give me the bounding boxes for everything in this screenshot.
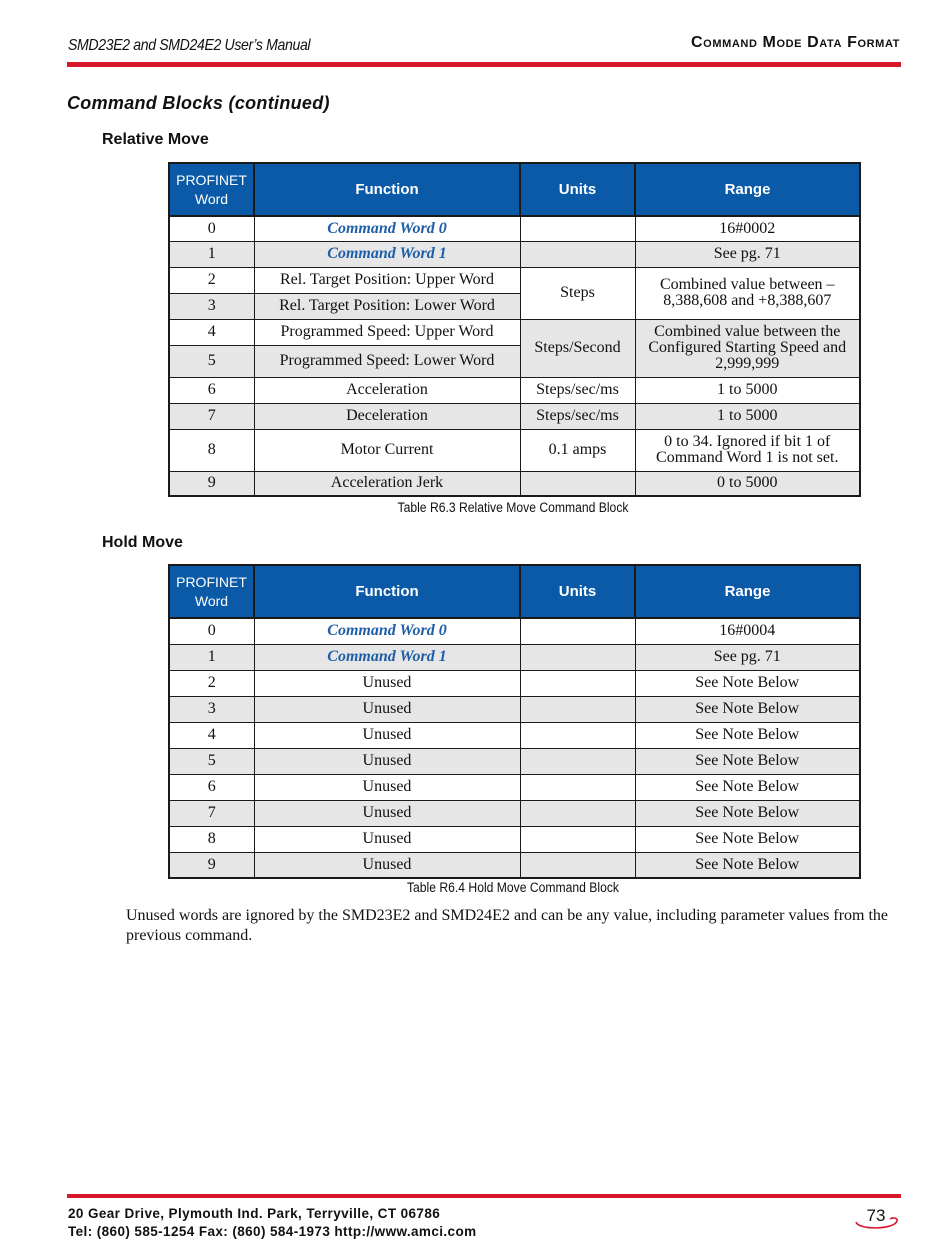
table-row [169,774,860,800]
address-line: 20 Gear Drive, Plymouth Ind. Park, Terryville, CT 06786 [68,1206,441,1221]
word-cell: 9 [169,852,254,878]
section-title: Command Blocks (continued) [67,93,330,113]
table-row [169,241,860,267]
relative-move-title: Relative Move [102,131,209,148]
word-cell: 4 [169,722,254,748]
units-cell [520,826,635,852]
function-cell: Unused [254,826,520,852]
units-cell [520,241,635,267]
units-cell [520,774,635,800]
command-word-0-link[interactable]: Command Word 0 [254,618,520,644]
units-cell [520,800,635,826]
word-cell: 7 [169,403,254,429]
range-cell: See Note Below [635,826,860,852]
function-cell: Unused [254,800,520,826]
table-row [169,319,860,345]
column-header-range: Range [635,565,860,618]
column-header-word: PROFINET Word [169,565,254,618]
function-cell: Unused [254,722,520,748]
table-row [169,377,860,403]
page-number-badge [852,1205,900,1233]
word-cell: 3 [169,293,254,319]
units-cell [520,748,635,774]
word-cell: 5 [169,345,254,377]
chapter-title: Command Mode Data Format [691,34,900,51]
units-cell [520,696,635,722]
relative-move-table [168,162,861,497]
table-header-row [169,565,860,618]
range-cell: 16#0004 [635,618,860,644]
range-cell: Combined value between –8,388,608 and +8,388,607 [635,267,860,319]
hold-move-title: Hold Move [102,534,183,551]
units-cell [520,216,635,241]
units-cell: Steps/sec/ms [520,377,635,403]
range-cell: See Note Below [635,748,860,774]
function-cell: Rel. Target Position: Lower Word [254,293,520,319]
function-cell: Motor Current [254,429,520,471]
column-header-units: Units [520,163,635,216]
column-header-word: PROFINET Word [169,163,254,216]
word-cell: 6 [169,774,254,800]
table-row [169,267,860,293]
units-cell: 0.1 amps [520,429,635,471]
manual-title: SMD23E2 and SMD24E2 User’s Manual [68,37,311,54]
page-number: 73 [866,1206,886,1225]
function-cell: Rel. Target Position: Upper Word [254,267,520,293]
word-cell: 2 [169,267,254,293]
word-cell: 4 [169,319,254,345]
range-cell: See Note Below [635,774,860,800]
units-cell [520,644,635,670]
function-cell: Programmed Speed: Lower Word [254,345,520,377]
table-row [169,852,860,878]
word-cell: 5 [169,748,254,774]
hold-move-table [168,564,861,879]
word-cell: 0 [169,216,254,241]
command-word-1-link[interactable]: Command Word 1 [254,644,520,670]
table-row [169,826,860,852]
word-cell: 8 [169,826,254,852]
word-cell: 1 [169,644,254,670]
units-cell: Steps/sec/ms [520,403,635,429]
table-header-row [169,163,860,216]
hold-move-caption: Table R6.4 Hold Move Command Block [406,880,620,895]
table-row [169,800,860,826]
units-cell: Steps/Second [520,319,635,377]
footer-rule [67,1194,901,1198]
range-cell: See Note Below [635,670,860,696]
range-cell: 0 to 34. Ignored if bit 1 of Command Word 1 is not set. [635,429,860,471]
footer-address [68,1205,477,1241]
range-cell: 16#0002 [635,216,860,241]
word-cell: 1 [169,241,254,267]
range-cell: See Note Below [635,852,860,878]
table-row [169,216,860,241]
units-cell [520,670,635,696]
word-cell: 0 [169,618,254,644]
function-cell: Acceleration Jerk [254,471,520,496]
units-cell [520,722,635,748]
function-cell: Unused [254,670,520,696]
table-row [169,696,860,722]
contact-line[interactable]: Tel: (860) 585-1254 Fax: (860) 584-1973 http://www.amci.com [68,1224,477,1239]
column-header-range: Range [635,163,860,216]
units-cell: Steps [520,267,635,319]
units-cell [520,471,635,496]
header-rule [67,62,901,67]
word-cell: 3 [169,696,254,722]
table-row [169,471,860,496]
word-cell: 9 [169,471,254,496]
table-row [169,403,860,429]
word-cell: 7 [169,800,254,826]
word-cell: 8 [169,429,254,471]
table-row [169,722,860,748]
word-cell: 2 [169,670,254,696]
table-row [169,429,860,471]
units-cell [520,852,635,878]
function-cell: Acceleration [254,377,520,403]
range-cell: Combined value between the Configured Starting Speed and 2,999,999 [635,319,860,377]
range-cell: See Note Below [635,722,860,748]
range-cell: See Note Below [635,696,860,722]
range-cell: 1 to 5000 [635,377,860,403]
relative-move-caption: Table R6.3 Relative Move Command Block [397,500,629,515]
command-word-0-link[interactable]: Command Word 0 [254,216,520,241]
range-cell: See pg. 71 [635,241,860,267]
range-cell: 0 to 5000 [635,471,860,496]
function-cell: Unused [254,696,520,722]
unused-words-note: Unused words are ignored by the SMD23E2 and SMD24E2 and can be any value, including parameter values from the previous command. [126,907,889,944]
range-cell: See Note Below [635,800,860,826]
column-header-function: Function [254,565,520,618]
table-row [169,670,860,696]
table-row [169,644,860,670]
table-row [169,748,860,774]
function-cell: Unused [254,748,520,774]
function-cell: Programmed Speed: Upper Word [254,319,520,345]
column-header-function: Function [254,163,520,216]
command-word-1-link[interactable]: Command Word 1 [254,241,520,267]
units-cell [520,618,635,644]
function-cell: Unused [254,774,520,800]
table-row [169,618,860,644]
function-cell: Unused [254,852,520,878]
range-cell: See pg. 71 [635,644,860,670]
word-cell: 6 [169,377,254,403]
function-cell: Deceleration [254,403,520,429]
column-header-units: Units [520,565,635,618]
range-cell: 1 to 5000 [635,403,860,429]
